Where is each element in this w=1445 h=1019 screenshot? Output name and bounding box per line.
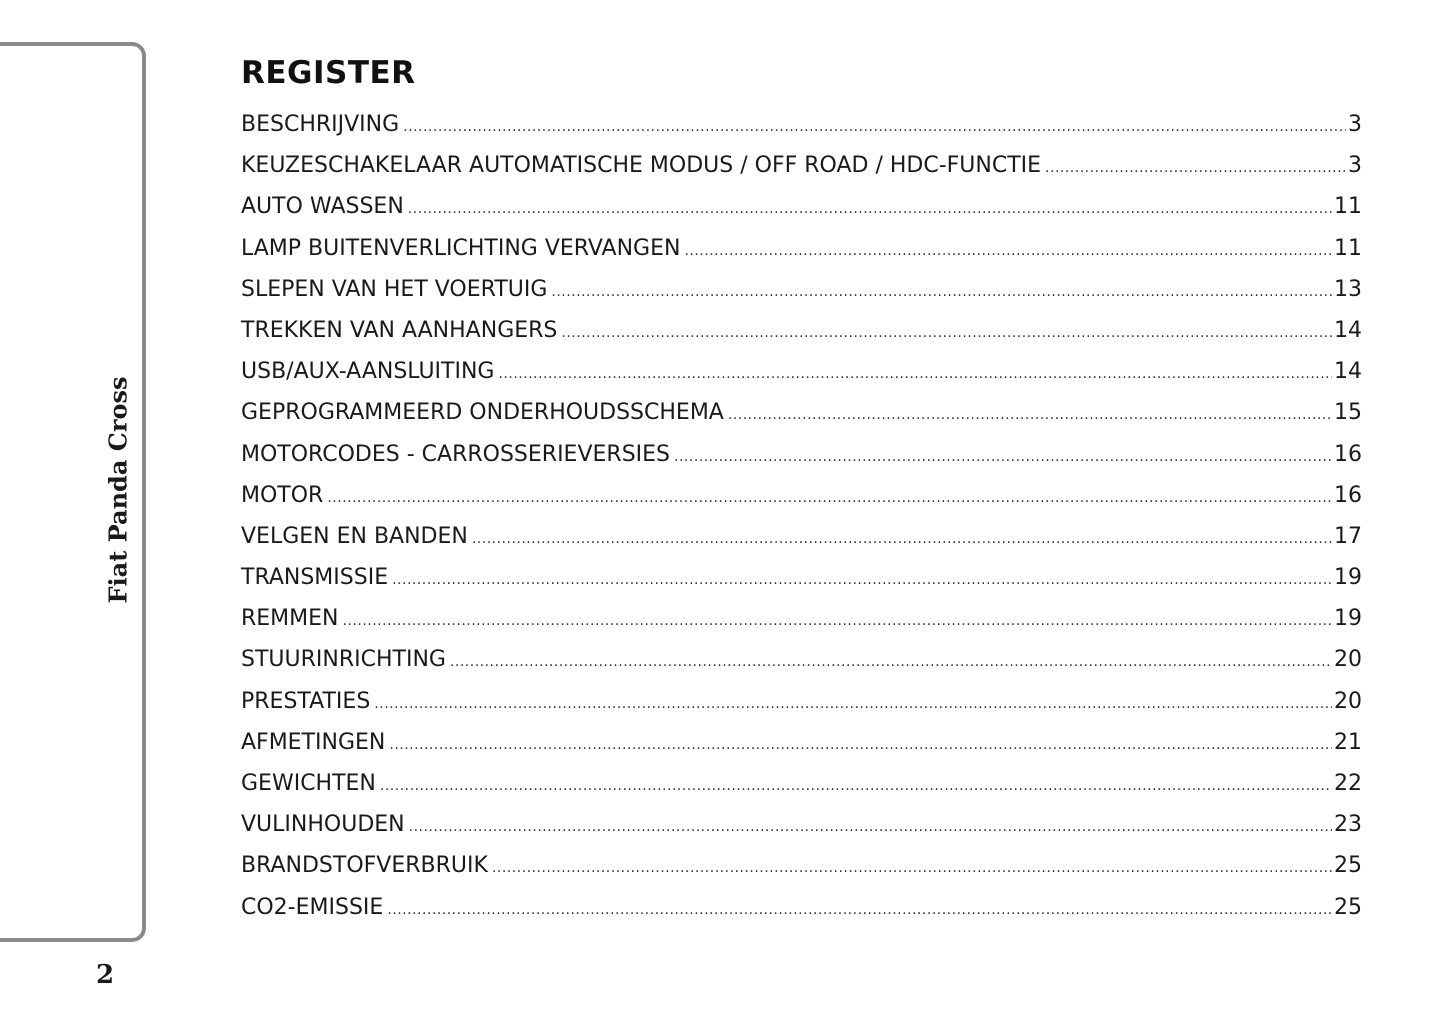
toc-leader-dots — [498, 354, 1332, 395]
toc-entry[interactable] — [241, 845, 1362, 886]
toc-entry[interactable] — [241, 598, 1362, 639]
toc-entry-page: 3 — [1348, 112, 1362, 137]
toc-leader-dots — [408, 189, 1332, 230]
toc-entry-page: 13 — [1334, 276, 1362, 302]
toc-leader-dots — [409, 807, 1332, 848]
toc-entry-label: TRANSMISSIE — [241, 565, 389, 591]
toc-entry-label: TREKKEN VAN AANHANGERS — [241, 317, 558, 343]
toc-entry[interactable] — [241, 681, 1362, 722]
toc-entry-label: LAMP BUITENVERLICHTING VERVANGEN — [241, 235, 681, 261]
toc-entry-label: GEPROGRAMMEERD ONDERHOUDSSCHEMA — [241, 400, 724, 426]
toc-entry-page: 11 — [1334, 194, 1362, 220]
toc-entry[interactable] — [241, 722, 1362, 763]
toc-leader-dots — [561, 313, 1332, 354]
toc-entry[interactable] — [241, 186, 1362, 227]
toc-entry[interactable] — [241, 887, 1362, 928]
page-title: REGISTER — [241, 55, 416, 91]
toc-entry[interactable] — [241, 104, 1362, 145]
toc-entry-page: 20 — [1334, 688, 1362, 714]
toc-leader-dots — [380, 766, 1332, 807]
toc-leader-dots — [327, 478, 1332, 519]
toc-entry-label: VELGEN EN BANDEN — [241, 523, 468, 549]
toc-entry-label: REMMEN — [241, 606, 339, 632]
toc-entry-label: BESCHRIJVING — [241, 112, 400, 137]
toc-leader-dots — [684, 231, 1332, 272]
toc-leader-dots — [1045, 148, 1346, 189]
toc-entry-label: MOTORCODES - CARROSSERIEVERSIES — [241, 441, 671, 467]
toc-leader-dots — [389, 725, 1332, 766]
toc-leader-dots — [343, 601, 1332, 642]
toc-entry-page: 19 — [1334, 565, 1362, 591]
toc-leader-dots — [403, 107, 1346, 148]
toc-entry-label: CO2-EMISSIE — [241, 894, 384, 920]
toc-entry-label: AUTO WASSEN — [241, 194, 404, 220]
toc-entry[interactable] — [241, 392, 1362, 433]
toc-leader-dots — [472, 519, 1332, 560]
toc-entry[interactable] — [241, 228, 1362, 269]
toc-entry-label: AFMETINGEN — [241, 729, 386, 755]
toc-leader-dots — [374, 684, 1332, 725]
toc-entry-page: 25 — [1334, 894, 1362, 920]
toc-entry[interactable] — [241, 434, 1362, 475]
toc-entry[interactable] — [241, 269, 1362, 310]
toc-entry[interactable] — [241, 351, 1362, 392]
table-of-contents — [241, 104, 1362, 928]
toc-entry-label: STUURINRICHTING — [241, 647, 446, 673]
toc-entry-label: USB/AUX-AANSLUITING — [241, 359, 495, 385]
toc-entry-page: 3 — [1348, 153, 1362, 179]
toc-entry[interactable] — [241, 145, 1362, 186]
toc-leader-dots — [450, 642, 1332, 683]
toc-leader-dots — [551, 272, 1332, 313]
toc-entry-page: 21 — [1334, 729, 1362, 755]
toc-leader-dots — [674, 437, 1332, 478]
toc-entry-label: KEUZESCHAKELAAR AUTOMATISCHE MODUS / OFF ROAD / HDC-FUNCTIE — [241, 153, 1042, 179]
toc-entry-page: 17 — [1334, 523, 1362, 549]
toc-leader-dots — [492, 848, 1332, 889]
toc-entry[interactable] — [241, 516, 1362, 557]
toc-entry-page: 11 — [1334, 235, 1362, 261]
toc-entry[interactable] — [241, 310, 1362, 351]
toc-entry-label: BRANDSTOFVERBRUIK — [241, 853, 488, 879]
toc-entry-page: 16 — [1334, 441, 1362, 467]
toc-entry-page: 15 — [1334, 400, 1362, 426]
toc-entry-label: VULINHOUDEN — [241, 812, 405, 838]
toc-leader-dots — [392, 560, 1332, 601]
toc-leader-dots — [387, 890, 1332, 931]
toc-entry-label: PRESTATIES — [241, 688, 371, 714]
toc-entry-page: 14 — [1334, 317, 1362, 343]
toc-entry[interactable] — [241, 557, 1362, 598]
side-tab-title: Fiat Panda Cross — [103, 376, 133, 604]
toc-entry-page: 20 — [1334, 647, 1362, 673]
toc-leader-dots — [728, 395, 1332, 436]
toc-entry[interactable] — [241, 639, 1362, 680]
page-number: 2 — [96, 960, 115, 990]
toc-entry[interactable] — [241, 804, 1362, 845]
toc-entry[interactable] — [241, 763, 1362, 804]
toc-entry-label: MOTOR — [241, 482, 324, 508]
toc-entry-page: 25 — [1334, 853, 1362, 879]
toc-entry-label: GEWICHTEN — [241, 771, 376, 796]
toc-entry-page: 19 — [1334, 606, 1362, 632]
toc-entry-page: 22 — [1334, 771, 1362, 796]
toc-entry-page: 23 — [1334, 812, 1362, 838]
toc-entry-page: 16 — [1334, 482, 1362, 508]
toc-entry-label: SLEPEN VAN HET VOERTUIG — [241, 276, 548, 302]
toc-entry-page: 14 — [1334, 359, 1362, 385]
toc-entry[interactable] — [241, 475, 1362, 516]
